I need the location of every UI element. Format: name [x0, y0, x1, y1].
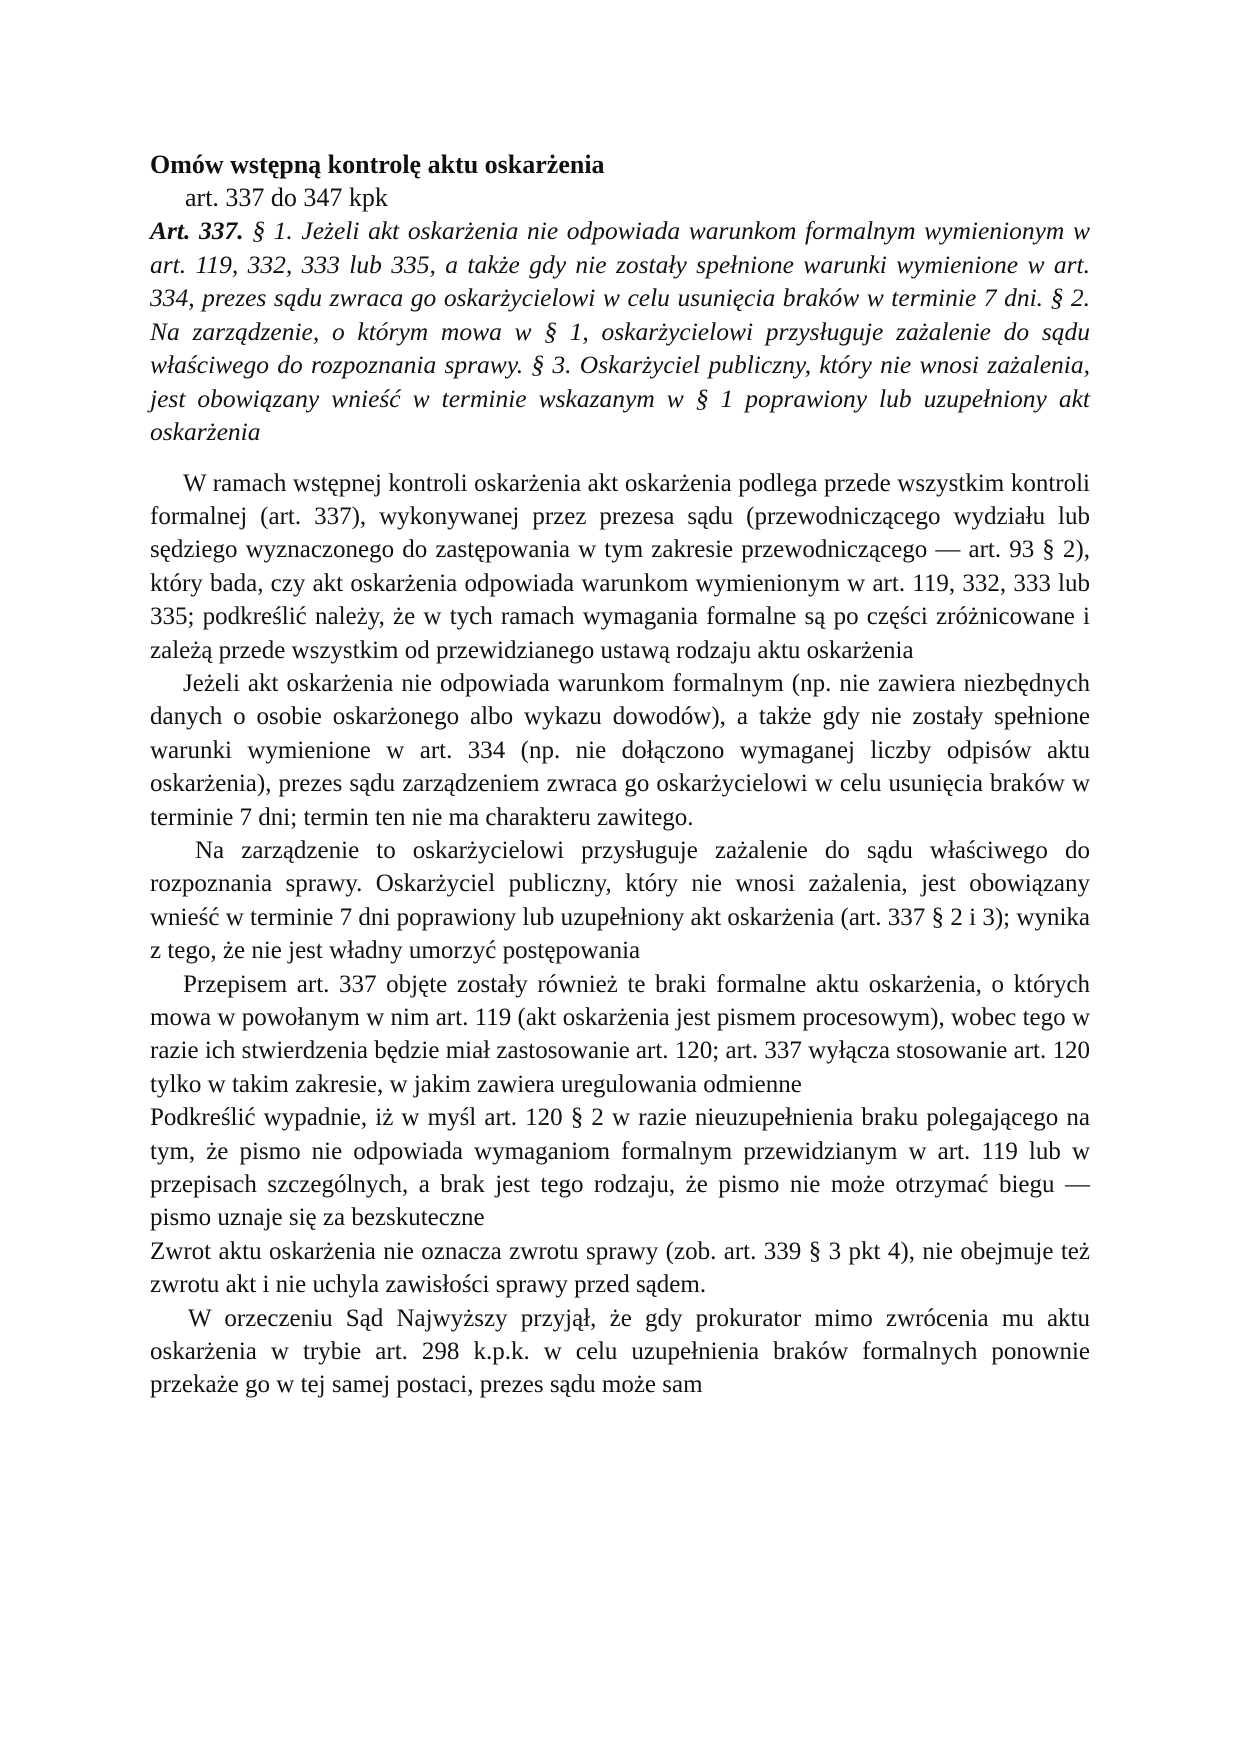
statute-text: § 1. Jeżeli akt oskarżenia nie odpowiada warunkom formalnym wymienionym w art. 119, 332, 333 lub 335, a także gdy nie zostały spełnione warunki wymienione w art. 334, prezes sądu zwraca go oskarżycielowi w celu usunięcia braków w terminie 7 dni. § 2. Na zarządzenie, o którym mowa w § 1, oskarżycielowi przysługuje zażalenie do sądu właściwego do rozpoznania sprawy. § 3. Oskarżyciel publiczny, który nie wnosi zażalenia, jest obowiązany wnieść w terminie wskazanym w § 1 poprawiony lub uzupełniony akt oskarżenia [150, 216, 1090, 446]
statute-article-number: Art. 337. [150, 216, 244, 245]
paragraph-6: Zwrot aktu oskarżenia nie oznacza zwrotu sprawy (zob. art. 339 § 3 pkt 4), nie obejmuje też zwrotu akt i nie uchyla zawisłości sprawy przed sądem. [150, 1237, 1090, 1299]
statute-quote [150, 214, 1090, 449]
document-title: Omów wstępną kontrolę aktu oskarżenia [150, 150, 605, 179]
paragraph-5: Podkreślić wypadnie, iż w myśl art. 120 § 2 w razie nieuzupełnienia braku polegającego na tym, że pismo nie odpowiada wymaganiom formalnym przewidzianym w art. 119 lub w przepisach szczególnych, a brak jest tego rodzaju, że pismo nie może otrzymać biegu — pismo uznaje się za bezskuteczne [150, 1104, 1090, 1232]
paragraph-4: Przepisem art. 337 objęte zostały również te braki formalne aktu oskarżenia, o których mowa w powołanym w nim art. 119 (akt oskarżenia jest pismem procesowym), wobec tego w razie ich stwierdzenia będzie miał zastosowanie art. 120; art. 337 wyłącza stosowanie art. 120 tylko w takim zakresie, w jakim zawiera uregulowania odmienne [150, 970, 1090, 1098]
paragraph-3: Na zarządzenie to oskarżycielowi przysługuje zażalenie do sądu właściwego do rozpoznania sprawy. Oskarżyciel publiczny, który nie wnosi zażalenia, jest obowiązany wnieść w terminie 7 dni poprawiony lub uzupełniony akt oskarżenia (art. 337 § 2 i 3); wynika z tego, że nie jest władny umorzyć postępowania [150, 836, 1090, 965]
paragraph-7: W orzeczeniu Sąd Najwyższy przyjął, że gdy prokurator mimo zwrócenia mu aktu oskarżenia w trybie art. 298 k.p.k. w celu uzupełnienia braków formalnych ponownie przekaże go w tej samej postaci, prezes sądu może sam [150, 1304, 1090, 1399]
document-page [150, 148, 1090, 1402]
document-subtitle: art. 337 do 347 kpk [185, 183, 388, 212]
paragraph-1: W ramach wstępnej kontroli oskarżenia akt oskarżenia podlega przede wszystkim kontroli formalnej (art. 337), wykonywanej przez prezesa sądu (przewodniczącego wydziału lub sędziego wyznaczonego do zastępowania w tym zakresie przewodniczącego — art. 93 § 2), który bada, czy akt oskarżenia odpowiada warunkom wymienionym w art. 119, 332, 333 lub 335; podkreślić należy, że w tych ramach wymagania formalne są po części zróżnicowane i zależą przede wszystkim od przewidzianego ustawą rodzaju aktu oskarżenia [150, 469, 1090, 664]
paragraph-2: Jeżeli akt oskarżenia nie odpowiada warunkom formalnym (np. nie zawiera niezbędnych danych o osobie oskarżonego albo wykazu dowodów), a także gdy nie zostały spełnione warunki wymienione w art. 334 (np. nie dołączono wymaganej liczby odpisów aktu oskarżenia), prezes sądu zarządzeniem zwraca go oskarżycielowi w celu usunięcia braków w terminie 7 dni; termin ten nie ma charakteru zawitego. [150, 669, 1090, 831]
